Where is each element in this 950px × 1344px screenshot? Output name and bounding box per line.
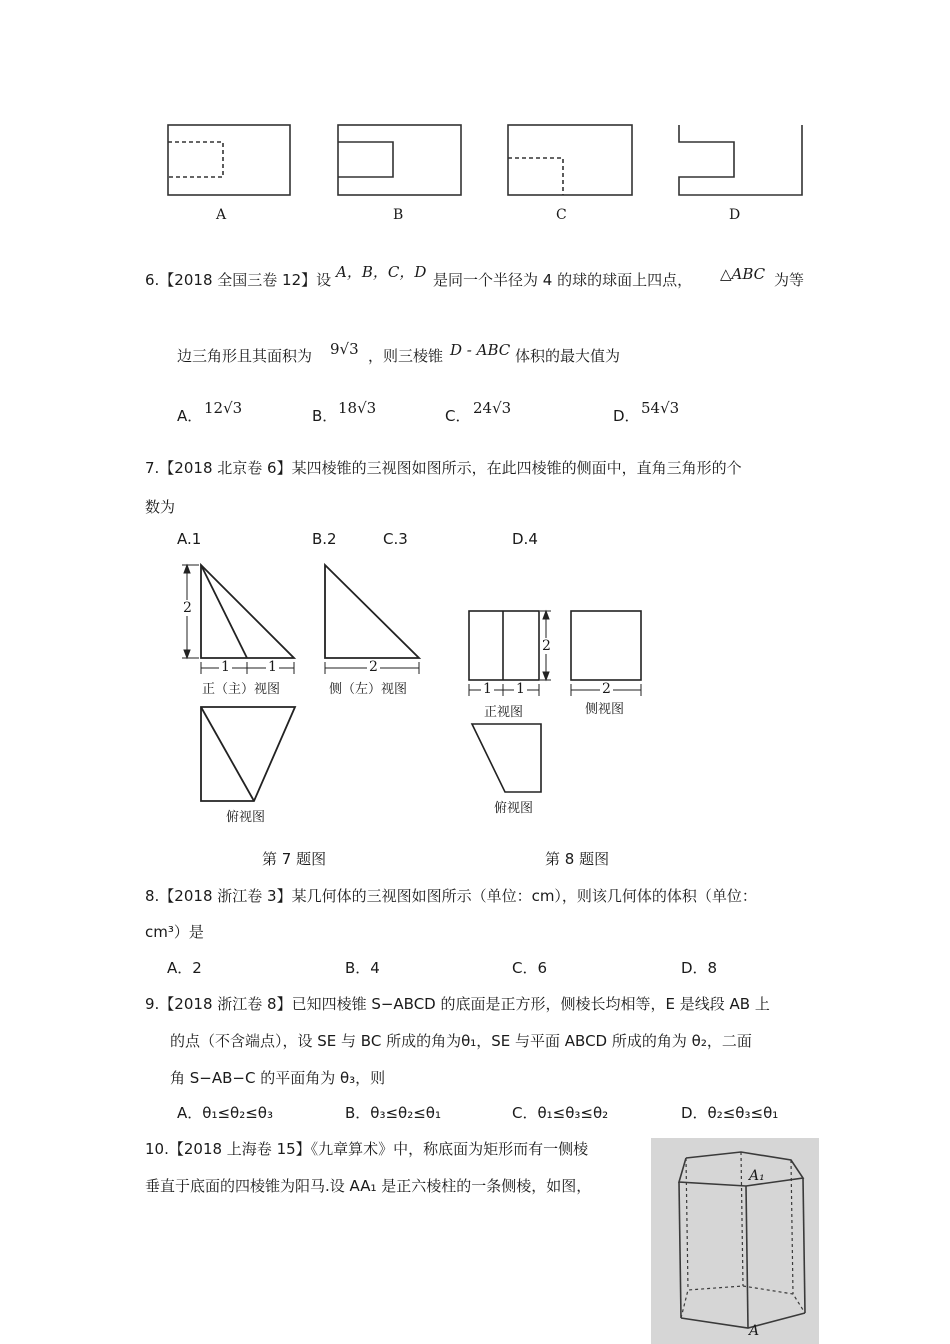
q6-option-b-value: 18√3 bbox=[338, 399, 377, 417]
option-b-label: B bbox=[393, 207, 404, 223]
fig8-caption: 第 8 题图 bbox=[545, 850, 610, 868]
q6-mid: 是同一个半径为 4 的球的球面上四点， bbox=[433, 271, 693, 289]
fig7-side-caption: 侧（左）视图 bbox=[329, 682, 408, 697]
q6-option-a-value: 12√3 bbox=[204, 399, 243, 417]
q9-line2: 的点（不含端点），设 SE 与 BC 所成的角为θ₁，SE 与平面 ABCD 所成的角为 θ₂，二面 bbox=[170, 1032, 752, 1050]
q9-option-a: A．θ₁≤θ₂≤θ₃ bbox=[177, 1104, 273, 1122]
fig8-side-caption: 侧视图 bbox=[585, 702, 625, 717]
q6-pyramid: D - ABC bbox=[450, 341, 511, 359]
fig7-dim-side: 2 bbox=[369, 659, 378, 675]
q10-line1: 10.【2018 上海卷 15】《九章算术》中，称底面为矩形而有一侧棱 bbox=[145, 1140, 589, 1158]
fig8-dim-height: 2 bbox=[542, 638, 551, 654]
q6-points: A，B，C，D bbox=[336, 263, 427, 281]
q6-line2-b: ，则三棱锥 bbox=[368, 347, 444, 365]
q7-option-b: B.2 bbox=[312, 530, 337, 548]
fig7-dim-b: 1 bbox=[268, 659, 277, 675]
q8-line1: 8.【2018 浙江卷 3】某几何体的三视图如图所示（单位：cm），则该几何体的体积（单位： bbox=[145, 887, 757, 905]
fig7-dim-height: 2 bbox=[183, 600, 192, 616]
q8-option-a: A．2 bbox=[167, 959, 202, 977]
q8-option-b: B．4 bbox=[345, 959, 380, 977]
option-a-label: A bbox=[216, 207, 227, 223]
q6-option-d-value: 54√3 bbox=[641, 399, 680, 417]
fig8-dim-side: 2 bbox=[602, 681, 611, 697]
q7-line2: 数为 bbox=[145, 498, 176, 516]
q6-prefix: 6.【2018 全国三卷 12】设 bbox=[145, 271, 332, 289]
q6-option-c-label: C． bbox=[445, 407, 471, 425]
q6-area: 9√3 bbox=[330, 340, 359, 358]
q8-option-c: C．6 bbox=[512, 959, 548, 977]
q8-option-d: D．8 bbox=[681, 959, 718, 977]
fig7-caption: 第 7 题图 bbox=[262, 850, 327, 868]
q9-option-d: D．θ₂≤θ₃≤θ₁ bbox=[681, 1104, 779, 1122]
q7-option-d: D.4 bbox=[512, 530, 538, 548]
hex-prism-photo bbox=[651, 1138, 819, 1344]
q6-option-b-label: B． bbox=[312, 407, 338, 425]
q6-triangle: △ABC bbox=[720, 265, 766, 283]
fig8-side-view bbox=[571, 611, 641, 680]
fig8-dim-a: 1 bbox=[483, 681, 492, 697]
fig8-front-view bbox=[469, 611, 539, 680]
q9-option-b: B．θ₃≤θ₂≤θ₁ bbox=[345, 1104, 441, 1122]
option-d-label: D bbox=[729, 207, 741, 223]
photo-label-a: A bbox=[749, 1323, 760, 1339]
q10-line2: 垂直于底面的四棱锥为阳马.设 AA₁ 是正六棱柱的一条侧棱，如图， bbox=[145, 1177, 592, 1195]
photo-label-a1: A₁ bbox=[749, 1168, 765, 1184]
q6-option-d-label: D． bbox=[613, 407, 640, 425]
fig8-front-caption: 正视图 bbox=[484, 705, 524, 720]
q6-option-c-value: 24√3 bbox=[473, 399, 512, 417]
q9-option-c: C．θ₁≤θ₃≤θ₂ bbox=[512, 1104, 609, 1122]
option-c-label: C bbox=[556, 207, 567, 223]
q7-line1: 7.【2018 北京卷 6】某四棱锥的三视图如图所示，在此四棱锥的侧面中，直角三角形的个 bbox=[145, 459, 742, 477]
q9-line3: 角 S−AB−C 的平面角为 θ₃，则 bbox=[170, 1069, 386, 1087]
fig7-dim-a: 1 bbox=[221, 659, 230, 675]
q6-option-a-label: A． bbox=[177, 407, 203, 425]
q7-option-c: C.3 bbox=[383, 530, 408, 548]
fig8-top-view bbox=[472, 724, 541, 792]
fig8-dim-b: 1 bbox=[516, 681, 525, 697]
q9-line1: 9.【2018 浙江卷 8】已知四棱锥 S−ABCD 的底面是正方形，侧棱长均相等，E 是线段 AB 上 bbox=[145, 995, 770, 1013]
q6-line2-a: 边三角形且其面积为 bbox=[177, 347, 313, 365]
fig7-top-caption: 俯视图 bbox=[226, 810, 266, 825]
q8-line2: cm³）是 bbox=[145, 923, 204, 941]
q7-option-a: A.1 bbox=[177, 530, 202, 548]
fig7-front-caption: 正（主）视图 bbox=[202, 682, 281, 697]
q6-line2-c: 体积的最大值为 bbox=[515, 347, 621, 365]
q6-suffix: 为等 bbox=[774, 271, 805, 289]
fig8-top-caption: 俯视图 bbox=[494, 801, 534, 816]
